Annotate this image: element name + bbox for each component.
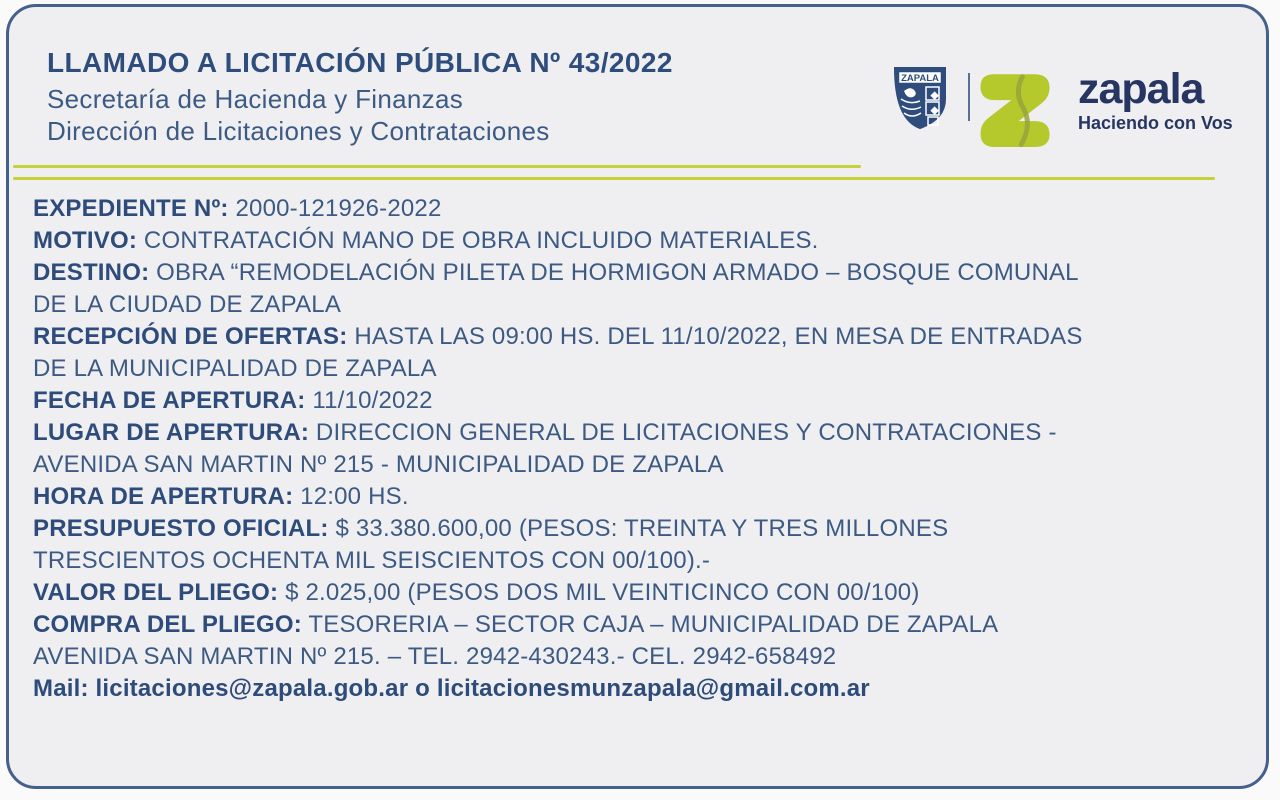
line-expediente [33, 193, 1248, 225]
header [47, 43, 673, 147]
field-value: 12:00 HS. [293, 483, 409, 510]
field-label: MOTIVO: [33, 227, 138, 254]
logo-divider [968, 73, 970, 121]
line-lugar-apertura [33, 417, 1248, 449]
subtitle-secretaria: Secretaría de Hacienda y Finanzas [47, 84, 464, 114]
line-compra-pliego-cont [33, 641, 1248, 673]
line-mail [33, 673, 1248, 705]
line-fecha-apertura [33, 385, 1248, 417]
page-title: LLAMADO A LICITACIÓN PÚBLICA Nº 43/2022 [47, 47, 673, 78]
line-valor-pliego [33, 577, 1248, 609]
line-recepcion [33, 321, 1248, 353]
field-value: DIRECCION GENERAL DE LICITACIONES Y CONTRATACIONES - [309, 419, 1057, 446]
field-label: Mail: licitaciones@zapala.gob.ar o licitacionesmunzapala@gmail.com.ar [33, 675, 870, 702]
line-recepcion-cont [33, 353, 1248, 385]
announcement-card [6, 4, 1269, 789]
field-value: $ 2.025,00 (PESOS DOS MIL VEINTICINCO CON 00/100) [278, 579, 920, 606]
wordmark-name: zapala [1078, 65, 1204, 113]
field-value: AVENIDA SAN MARTIN Nº 215 - MUNICIPALIDAD DE ZAPALA [33, 451, 724, 478]
field-value: $ 33.380.600,00 (PESOS: TREINTA Y TRES MILLONES [328, 515, 949, 542]
field-value: AVENIDA SAN MARTIN Nº 215. – TEL. 2942-430243.- CEL. 2942-658492 [33, 643, 837, 670]
subtitle-direccion: Dirección de Licitaciones y Contrataciones [47, 116, 550, 146]
field-label: COMPRA DEL PLIEGO: [33, 611, 302, 638]
field-value: 2000-121926-2022 [228, 195, 442, 222]
field-value: OBRA “REMODELACIÓN PILETA DE HORMIGON ARMADO – BOSQUE COMUNAL [149, 259, 1079, 286]
divider-line-long [13, 177, 1215, 180]
zapala-crest-icon [892, 65, 948, 131]
divider-line-short [13, 165, 861, 168]
field-value: TESORERIA – SECTOR CAJA – MUNICIPALIDAD DE ZAPALA [301, 611, 999, 638]
line-hora-apertura [33, 481, 1248, 513]
field-value: DE LA MUNICIPALIDAD DE ZAPALA [33, 355, 437, 382]
announcement-body [33, 193, 1248, 705]
field-label: RECEPCIÓN DE OFERTAS: [33, 323, 348, 350]
line-lugar-apertura-cont [33, 449, 1248, 481]
line-compra-pliego [33, 609, 1248, 641]
crest-text: ZAPALA [901, 73, 939, 84]
logo-block [768, 61, 1238, 161]
field-label: VALOR DEL PLIEGO: [33, 579, 279, 606]
wordmark-tagline: Haciendo con Vos [1078, 113, 1233, 133]
wordmark [1078, 67, 1238, 134]
field-label: EXPEDIENTE Nº: [33, 195, 229, 222]
field-value: DE LA CIUDAD DE ZAPALA [33, 291, 342, 318]
field-value: 11/10/2022 [305, 387, 433, 414]
field-value: TRESCIENTOS OCHENTA MIL SEISCIENTOS CON 00/100).- [33, 547, 711, 574]
line-motivo [33, 225, 1248, 257]
field-value: CONTRATACIÓN MANO DE OBRA INCLUIDO MATERIALES. [137, 227, 819, 254]
field-label: PRESUPUESTO OFICIAL: [33, 515, 329, 542]
line-destino-cont [33, 289, 1248, 321]
zapala-z-icon [978, 69, 1052, 151]
field-label: HORA DE APERTURA: [33, 483, 294, 510]
field-label: FECHA DE APERTURA: [33, 387, 306, 414]
line-destino [33, 257, 1248, 289]
field-value: HASTA LAS 09:00 HS. DEL 11/10/2022, EN MESA DE ENTRADAS [347, 323, 1083, 350]
field-label: LUGAR DE APERTURA: [33, 419, 310, 446]
line-presupuesto-cont [33, 545, 1248, 577]
field-label: DESTINO: [33, 259, 150, 286]
line-presupuesto [33, 513, 1248, 545]
